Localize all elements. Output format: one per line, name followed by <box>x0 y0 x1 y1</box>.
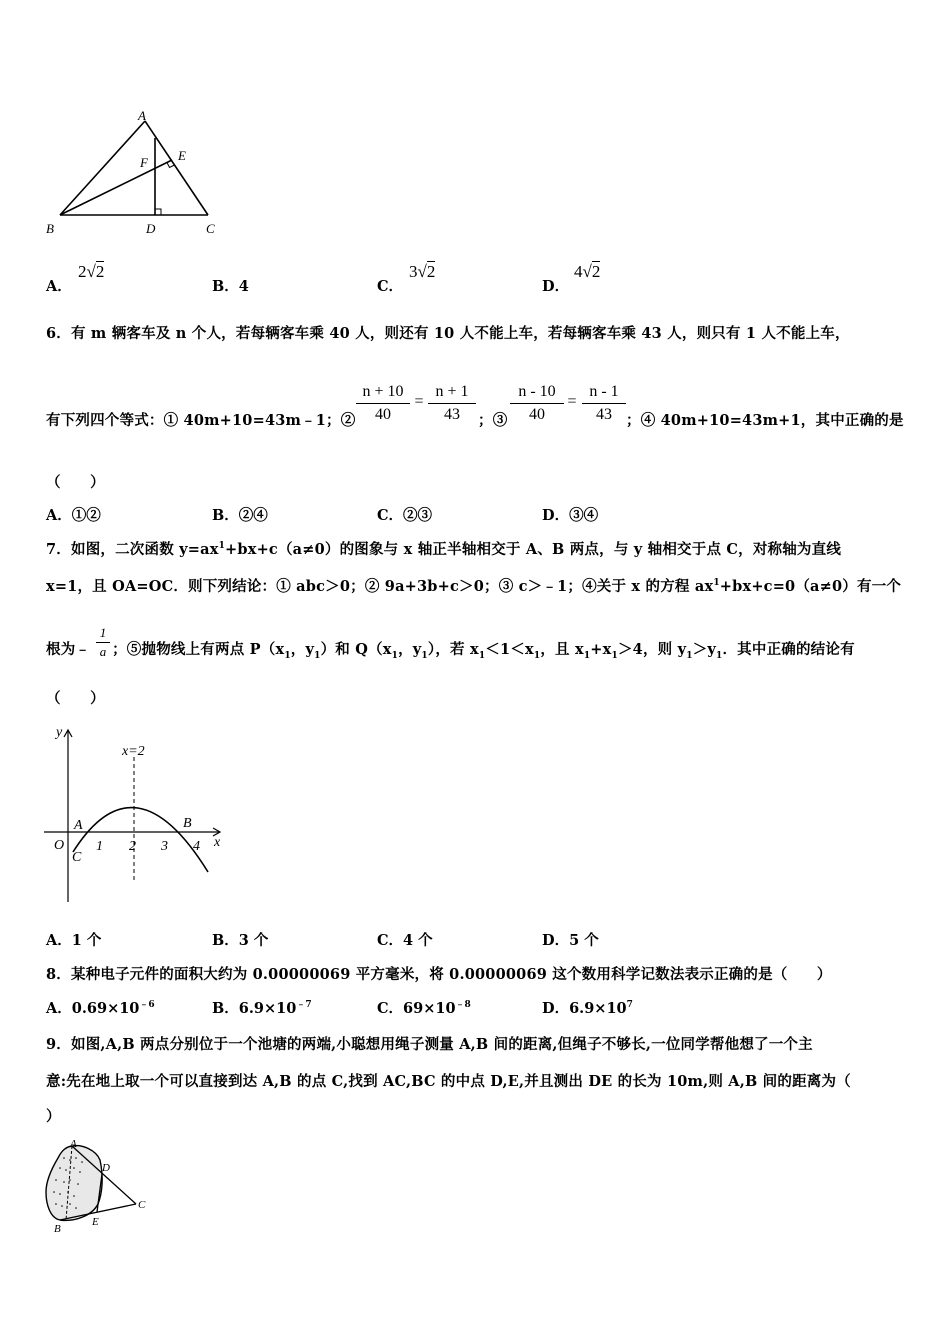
q7-stem-line3: 根为﹣ ；⑤抛物线上有两点 $P(x_1$，$y_1$）和 $Q(x_1$，$y_1$），若 $x_1<1<x_1$，且 $x_1+x_1>4$，则 $y_1>y_1$．其中正确的结论有 <box>46 641 855 661</box>
q5-option-d-value: 4√2 <box>574 262 601 281</box>
q9-stem-line1: 9．如图,A,B 两点分别位于一个池塘的两端,小聪想用绳子测量 A,B 间的距离,但绳子不够长,一位同学帮他想了一个主 <box>46 1036 813 1053</box>
tick-2: 2 <box>129 839 136 854</box>
pond-label-b: B <box>54 1223 61 1235</box>
q7-option-c[interactable]: C．4 个 <box>377 932 433 949</box>
tick-3: 3 <box>161 839 168 854</box>
pond-figure <box>40 1138 160 1238</box>
q8-stem: 8．某种电子元件的面积大约为 0.00000069 平方毫米，将 0.00000069 这个数用科学记数法表示正确的是（ ） <box>46 966 832 983</box>
q6-eq3-left: n - 10 40 <box>510 383 564 424</box>
q6-stem-line1: 6．有 m 辆客车及 n 个人，若每辆客车乘 40 人，则还有 10 人不能上车，若每辆客车乘 43 人，则只有 1 人不能上车， <box>46 325 850 342</box>
tick-1: 1 <box>96 839 103 854</box>
label-a: A <box>138 108 146 123</box>
q8-option-c[interactable]: C．$69\times 10^{﹣8}$ <box>377 1000 471 1017</box>
pond-label-a: A <box>70 1138 77 1150</box>
point-c-label: C <box>72 850 82 865</box>
q7-stem-line2: x=1，且 OA=OC．则下列结论：① abc＞0；② 9a+3b+c＞0；③ c＞﹣1；④关于 x 的方程 $ax^1+bx+c=0(a\ne 0)$有一个 <box>46 578 902 595</box>
q6-option-a[interactable]: A．①② <box>46 507 101 524</box>
q6-paren: （ ） <box>46 474 105 491</box>
q6-eq3-right: n - 1 43 <box>582 383 626 424</box>
q7-option-a[interactable]: A．1 个 <box>46 932 102 949</box>
q9-stem-line3: ） <box>46 1108 61 1125</box>
q8-option-a[interactable]: A．$0.69\times 10^{﹣6}$ <box>46 1000 155 1017</box>
pond-label-c: C <box>138 1199 146 1211</box>
q7-option-d[interactable]: D．5 个 <box>542 932 599 949</box>
label-f: F <box>140 155 148 170</box>
q8-option-d[interactable]: D．$6.9\times 10^7$ <box>542 1000 633 1017</box>
triangle-figure <box>40 105 230 245</box>
q5-option-c[interactable]: C． 3√2 <box>377 262 436 295</box>
q6-option-c[interactable]: C．②③ <box>377 507 433 524</box>
symmetry-axis-label: x=2 <box>122 744 145 759</box>
q6-eq2-sign: = <box>414 393 424 410</box>
pond-label-e: E <box>92 1216 99 1228</box>
q6-stem-line2c: ；④ 40m+10=43m+1，其中正确的是 <box>626 412 904 429</box>
q6-eq3-sign: = <box>567 393 577 410</box>
q8-option-b[interactable]: B．$6.9\times 10^{﹣7}$ <box>212 1000 312 1017</box>
q5-option-a[interactable]: A． 2√2 <box>46 262 105 295</box>
q9-stem-line2: 意:先在地上取一个可以直接到达 A,B 的点 C,找到 AC,BC 的中点 D,E,并且测出 DE 的长为 10m,则 A,B 间的距离为（ <box>46 1073 851 1090</box>
q6-eq2-right: n + 1 43 <box>428 383 476 424</box>
q5-option-b[interactable]: B．4 <box>212 278 249 295</box>
q5-option-d[interactable]: D． 4√2 <box>542 262 601 295</box>
label-b: B <box>46 221 54 236</box>
x-axis-label: x <box>214 835 221 850</box>
q6-option-b[interactable]: B．②④ <box>212 507 268 524</box>
label-e: E <box>178 148 186 163</box>
q6-eq2-left: n + 10 40 <box>356 383 410 424</box>
q6-stem-line2b: ；③ <box>478 412 508 429</box>
parabola-figure <box>40 722 230 907</box>
q5-option-c-value: 3√2 <box>409 262 436 281</box>
pond-label-d: D <box>102 1162 110 1174</box>
q5-option-a-value: 2√2 <box>78 262 105 281</box>
q7-paren: （ ） <box>46 690 105 707</box>
label-c: C <box>206 221 215 236</box>
label-d: D <box>146 221 156 236</box>
tick-4: 4 <box>193 839 200 854</box>
q6-option-d[interactable]: D．③④ <box>542 507 599 524</box>
point-a-label: A <box>74 818 83 833</box>
origin-label: O <box>54 838 65 853</box>
point-b-label: B <box>183 816 192 831</box>
q7-stem-line1: 7．如图，二次函数 $y=ax^1+bx+c(a\ne 0)$的图象与 x 轴正半轴相交于 A、B 两点，与 y 轴相交于点 C，对称轴为直线 <box>46 541 842 558</box>
q7-inline-fraction: 1 a <box>96 626 110 659</box>
y-axis-label: y <box>56 725 63 740</box>
q6-stem-line2a: 有下列四个等式：① 40m+10=43m﹣1；② <box>46 412 356 429</box>
q7-option-b[interactable]: B．3 个 <box>212 932 269 949</box>
